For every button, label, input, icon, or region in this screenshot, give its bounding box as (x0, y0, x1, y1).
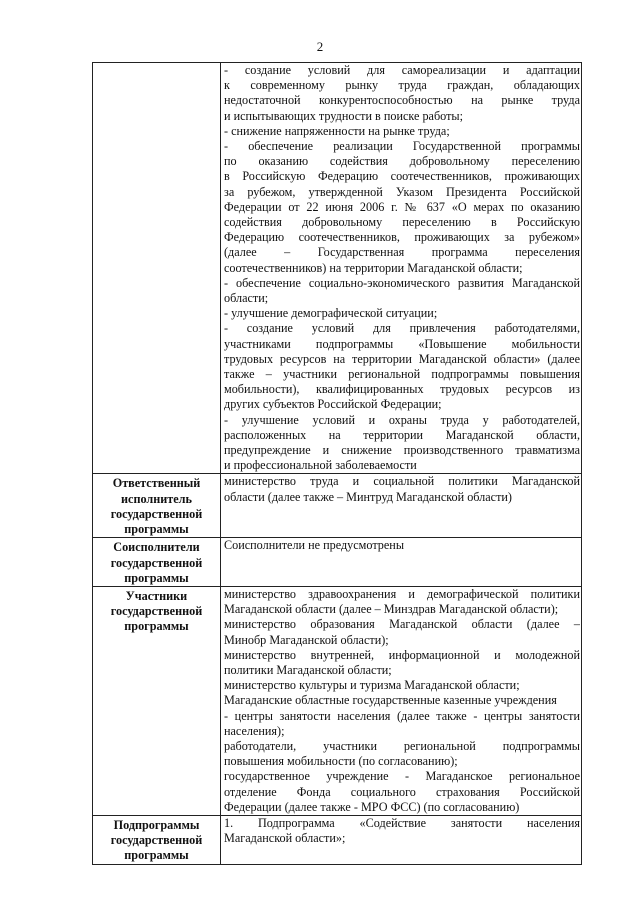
page-number: 2 (316, 39, 324, 54)
row-label-line: исполнитель (121, 491, 192, 506)
text-line: и профессиональной заболеваемости (224, 458, 417, 473)
text-line: в Российскую Федерацию соотечественников, проживающих (224, 169, 580, 184)
text-line: недостаточной конкурентоспособностью на рынке труда (224, 93, 580, 108)
text-line: - создание условий для привлечения работодателями, (224, 321, 580, 336)
text-line: - снижение напряженности на рынке труда; (224, 123, 450, 138)
text-line: участниками подпрограммы «Повышение мобильности (224, 336, 580, 351)
text-line: Магаданской области»; (224, 831, 346, 846)
text-line: государственное учреждение - Магаданское региональное (224, 769, 580, 784)
text-line: к современному рынку труда граждан, обладающих (224, 78, 580, 93)
text-line: министерство здравоохранения и демографической политики (224, 586, 580, 601)
text-line: Минобр Магаданской области); (224, 632, 389, 647)
table-row-objectives (93, 63, 582, 474)
table-row-subprograms (93, 815, 582, 864)
text-line: отделение Фонда социального страхования Российской (224, 784, 580, 799)
text-line: - обеспечение реализации Государственной программы (224, 139, 580, 154)
text-line: - обеспечение социально-экономического развития Магаданской (224, 275, 580, 290)
text-line: министерство культуры и туризма Магаданской области; (224, 678, 520, 693)
text-line: содействия добровольному переселению в Российскую (224, 215, 580, 230)
text-line: - создание условий для самореализации и адаптации (224, 63, 580, 77)
text-line: области; (224, 291, 269, 306)
text-line: - центры занятости населения (далее также - центры занятости (224, 708, 580, 723)
text-line: Соисполнители не предусмотрены (224, 538, 405, 553)
text-line: повышения мобильности (по согласованию); (224, 754, 458, 769)
program-passport-table (92, 62, 582, 865)
label-cell (93, 586, 221, 815)
text-line: области (далее также – Минтруд Магаданской области) (224, 489, 512, 504)
text-line: министерство внутренней, информационной и молодежной (224, 647, 580, 662)
text-line: соотечественников) на территории Магаданской области; (224, 260, 523, 275)
text-line: других субъектов Российской Федерации; (224, 397, 442, 412)
text-line: расположенных на территории Магаданской области, (224, 427, 580, 442)
text-line: министерство труда и социальной политики Магаданской (224, 474, 580, 489)
row-label-line: государственной (110, 833, 203, 848)
row-label-line: государственной (110, 555, 203, 570)
text-line: за рубежом, утвержденной Указом Президента Российской (224, 184, 580, 199)
text-line: министерство образования Магаданской области (далее – (224, 617, 580, 632)
text-line: 1. Подпрограмма «Содействие занятости населения (224, 815, 580, 830)
text-line: и испытывающих трудности в поиске работы; (224, 108, 464, 123)
table-row-responsible-executor (93, 474, 582, 538)
value-cell (221, 815, 582, 864)
row-label-line: программы (124, 619, 189, 634)
row-label-line: программы (124, 848, 189, 863)
label-cell (93, 474, 221, 538)
row-label-line: государственной (110, 506, 203, 521)
text-line: Магаданские областные государственные казенные учреждения (224, 693, 557, 708)
row-label-line: Ответственный (112, 476, 201, 491)
text-line: по оказанию содействия добровольному переселению (224, 154, 580, 169)
text-line: трудовых ресурсов на территории Магаданской области» (далее (224, 351, 580, 366)
text-line: политики Магаданской области; (224, 662, 392, 677)
text-line: предупреждение и снижение производственного травматизма (224, 443, 580, 458)
label-cell (93, 538, 221, 587)
value-cell (221, 474, 582, 538)
text-line: мобильности), квалифицированных трудовых ресурсов из (224, 382, 580, 397)
text-line: Федерацию соотечественников, проживающих за рубежом» (224, 230, 580, 245)
value-cell (221, 63, 582, 474)
text-line: Федерации (далее также - МРО ФСС) (по согласованию) (224, 799, 520, 814)
label-cell (93, 63, 221, 474)
text-line: также – участники региональной подпрограммы повышения (224, 367, 580, 382)
label-cell (93, 815, 221, 864)
text-line: - улучшение условий и охраны труда у работодателей, (224, 412, 580, 427)
text-line: (далее – Государственная программа переселения (224, 245, 580, 260)
row-label-line: государственной (110, 604, 203, 619)
text-line: Федерации от 22 июня 2006 г. № 637 «О мерах по оказанию (224, 199, 580, 214)
value-cell (221, 538, 582, 587)
row-label-line: программы (124, 570, 189, 585)
value-cell (221, 586, 582, 815)
row-label-line: Соисполнители (113, 540, 200, 555)
text-line: работодатели, участники региональной подпрограммы (224, 738, 580, 753)
text-line: Магаданской области (далее – Минздрав Магаданской области); (224, 602, 559, 617)
table-row-co-executors (93, 538, 582, 587)
row-label-line: Подпрограммы (113, 817, 200, 832)
text-line: - улучшение демографической ситуации; (224, 306, 438, 321)
table-row-participants (93, 586, 582, 815)
text-line: населения); (224, 723, 285, 738)
row-label-line: программы (124, 522, 189, 537)
row-label-line: Участники (125, 588, 188, 603)
